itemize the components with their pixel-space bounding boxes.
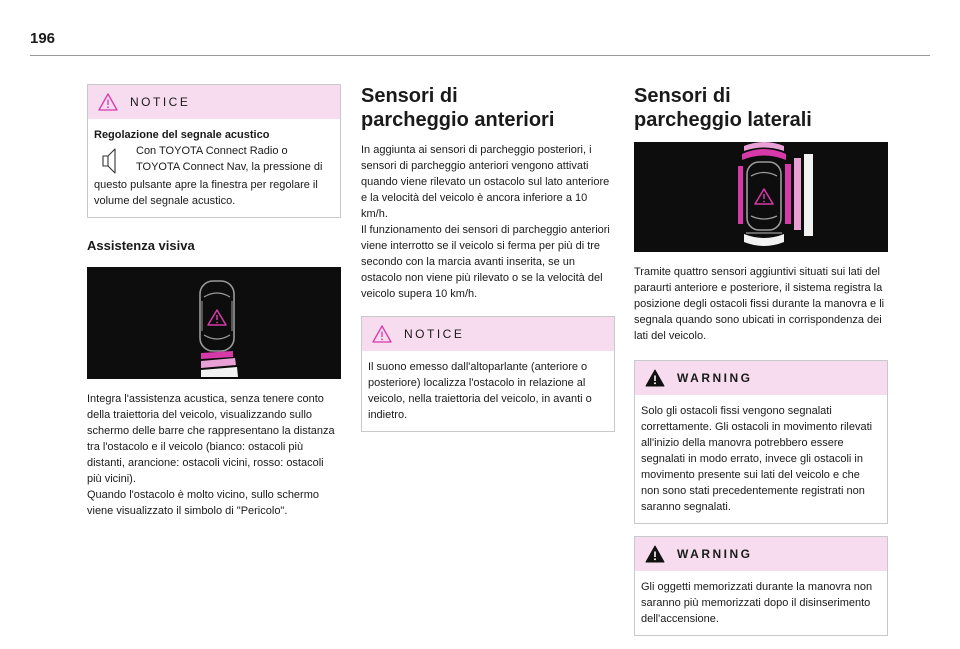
notice-box-2: [361, 316, 615, 432]
warning-label-1: WARNING: [677, 371, 753, 385]
notice-body-2: [362, 351, 614, 431]
notice-line2: TOYOTA Connect Nav, la pressione di: [136, 161, 323, 173]
warning-header-2: [635, 537, 887, 571]
car-top-view-illustration: [87, 267, 341, 379]
side-sensors-image: [634, 142, 888, 252]
notice-header-2: [362, 317, 614, 351]
section-heading-side: Sensori di parcheggio laterali: [634, 85, 812, 131]
notice-rest: questo pulsante apre la finestra per regolare il volume del segnale acustico.: [94, 179, 318, 207]
side-sensors-text: Tramite quattro sensori aggiuntivi situati sui lati del paraurti anteriore e posteriore, il sistema registra la posizione degli ostacoli fissi durante la manovra e li segnala quando sono ubicati in corrispondenza dei lati del veicolo.: [634, 266, 885, 342]
notice-title: Regolazione del segnale acustico: [94, 129, 270, 141]
warning-triangle-icon: [645, 545, 665, 563]
notice-label: NOTICE: [130, 95, 191, 109]
top-rule: [30, 55, 930, 56]
notice-box: [87, 84, 341, 218]
notice-body: [88, 119, 340, 217]
warning-text-1: Solo gli ostacoli fissi vengono segnalati correttamente. Gli ostacoli in movimento rilevati all'inizio della manovra potrebbero essere segnalati in modo errato, invece gli ostacoli in movimento presente sui lati del veicolo e che non sono stati precedentemente registrati non saranno segnalati.: [641, 405, 873, 513]
notice-line1: Con TOYOTA Connect Radio o: [136, 145, 288, 157]
page-number: 196: [30, 30, 56, 47]
visual-assist-text2: Quando l'ostacolo è molto vicino, sullo schermo viene visualizzato il simbolo di "Pericolo".: [87, 489, 319, 517]
front-sensors-text2: Il funzionamento dei sensori di parcheggio anteriori viene interrotto se il veicolo si ferma per più di tre secondo con la marcia avanti inserita, se un ostacolo non viene più rilevato o se la velocità del veicolo supera 10 km/h.: [361, 224, 610, 300]
section-heading-visual: Assistenza visiva: [87, 238, 195, 253]
notice-triangle-icon: [372, 325, 392, 343]
notice-label-2: NOTICE: [404, 327, 465, 341]
warning-label-2: WARNING: [677, 547, 753, 561]
visual-assist-image: [87, 267, 341, 379]
section-heading-front: Sensori di parcheggio anteriori: [361, 85, 555, 131]
column-right: [634, 84, 888, 636]
warning-text-2: Gli oggetti memorizzati durante la manovra non saranno più memorizzati dopo il disinserimento dell'accensione.: [641, 581, 873, 625]
speaker-row: [98, 143, 334, 177]
car-side-sensors-illustration: [634, 142, 888, 252]
notice-text-2: Il suono emesso dall'altoparlante (anteriore o posteriore) localizza l'ostacolo in relazione al veicolo, nella traiettoria del veicolo, in avanti o indietro.: [368, 361, 592, 421]
warning-header-1: [635, 361, 887, 395]
column-left: [87, 84, 341, 519]
visual-assist-text: Integra l'assistenza acustica, senza tenere conto della traiettoria del veicolo, visualizzando sullo schermo delle barre che rappresentano la distanza tra l'ostacolo e il veicolo (bianco: ostacoli più distanti, arancione: ostacoli vicini, rosso: ostacoli più vicini).: [87, 393, 335, 485]
warning-body-2: [635, 571, 887, 635]
warning-body-1: [635, 395, 887, 523]
front-sensors-text1: In aggiunta ai sensori di parcheggio posteriori, i sensori di parcheggio anteriori vengono attivati quando viene rilevato un ostacolo sul lato anteriore e la velocità del veicolo è ancora inferiore a 10 km/h.: [361, 144, 610, 220]
warning-box-2: [634, 536, 888, 636]
warning-box-1: [634, 360, 888, 524]
column-middle: [361, 84, 615, 432]
warning-triangle-icon: [645, 369, 665, 387]
notice-triangle-icon: [98, 93, 118, 111]
notice-header: [88, 85, 340, 119]
